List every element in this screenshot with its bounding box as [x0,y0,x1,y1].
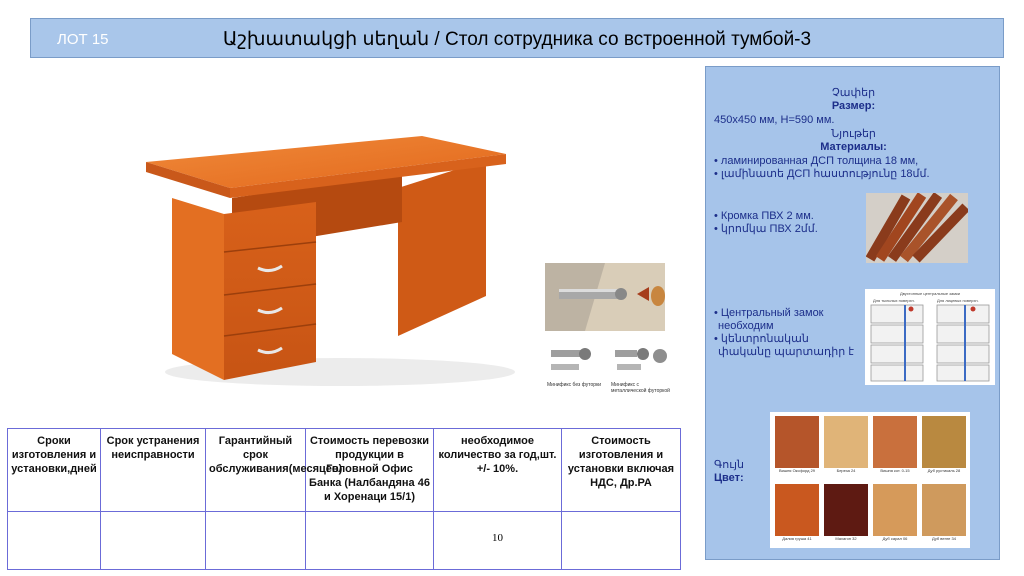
color-swatch-label: Дуб рустикаль 28 [927,468,961,473]
materials-list [714,155,930,181]
title-russian: Стол сотрудника со встроенной тумбой-3 [445,29,812,50]
color-swatch [922,484,966,546]
header-annual-quantity: необходимое количество за год,шт. +/- 10%. [434,429,562,512]
color-swatch-label: Махагон 32 [835,536,857,541]
color-swatch-chip [824,484,868,536]
lock-item-1: • Центральный замок [714,307,824,319]
cell-annual-quantity[interactable]: 10 [434,512,562,570]
header-repair-time: Срок устранения неисправности [101,429,206,512]
size-label-ru: Размер: [831,100,876,112]
lock-item-2: необходим [718,320,774,332]
header-delivery-cost: Стоимость перевозки продукции в Головной Офис Банка (Налбандяна 46 и Хоренаци 15/1) [306,429,434,512]
page-title [31,28,1003,51]
color-swatch [775,416,819,478]
color-swatch-chip [824,416,868,468]
lock-item-4: փականը պարտադիր է [718,346,854,358]
title-armenian: Աշխատակցի սեղան [222,29,430,50]
minifix-parts-photo [545,338,675,396]
table-row [8,512,681,570]
materials-heading [706,128,1001,154]
edge-list [714,210,818,236]
color-label-ru: Цвет: [714,472,744,484]
color-swatch [922,416,966,478]
lot-number: ЛОТ 15 [57,31,109,48]
color-swatch [775,484,819,546]
color-label-am: Գույն [714,459,744,471]
spec-panel [705,66,1000,560]
materials-label-am: Նյութեր [831,128,876,140]
edge-item-2: • կրոմկա ПВХ 2մմ. [714,223,818,235]
table-header-row [8,429,681,512]
color-swatch-grid [770,412,970,548]
color-swatch-label: Вишня кот. 0-15 [880,468,910,473]
header-total-cost: Стоимость изготовления и установки включая НДС, Др.РА [562,429,681,512]
lock-list [714,307,854,359]
header-production-days: Сроки изготовления и установки,дней [8,429,101,512]
edge-item-1: • Кромка ПВХ 2 мм. [714,210,814,222]
spec-table [7,428,681,570]
color-swatch-chip [775,416,819,468]
header-warranty: Гарантийный срок обслуживания(месяцев) [206,429,306,512]
edge-banding-photo [866,193,968,263]
lock-diagram-left-label: Для тыльных поверхн. [873,298,915,303]
color-label [714,459,744,485]
color-swatch-label: Далия груша 41 [782,536,812,541]
color-swatch [873,416,917,478]
materials-item-1: • ламинированная ДСП толщина 18 мм, [714,155,919,167]
color-swatch [873,484,917,546]
color-swatch [824,416,868,478]
lock-diagram-title: Двухтонные центральные замки [900,291,960,296]
fitting-caption-right: Минификс с металлической футоркой [611,382,670,394]
header-banner [30,18,1004,58]
fitting-caption-left: Минификс без футорки [547,382,602,388]
size-heading [706,87,1001,113]
color-swatch [824,484,868,546]
materials-item-2: • լամինատե ДСП հաստությունը 18մմ. [714,168,930,180]
color-swatch-label: Береза 24 [836,468,856,473]
lock-diagram-right-label: Для лицевых поверхн. [937,298,979,303]
color-swatch-chip [922,416,966,468]
color-swatch-chip [873,484,917,536]
minifix-photo [545,263,665,331]
color-swatch-label: Дуб венге 34 [932,536,956,541]
cell-repair-time[interactable] [101,512,206,570]
cell-warranty[interactable] [206,512,306,570]
cell-total-cost[interactable] [562,512,681,570]
color-swatch-chip [775,484,819,536]
color-swatch-label: Вишня Оксфорд 29 [778,468,816,473]
size-label-am: Չափեր [831,87,876,99]
lock-diagram [865,289,995,385]
cell-production-days[interactable] [8,512,101,570]
color-swatch-chip [873,416,917,468]
title-separator: / [429,29,445,50]
color-swatch-chip [922,484,966,536]
cell-delivery-cost[interactable] [306,512,434,570]
materials-label-ru: Материалы: [820,141,887,153]
desk-image [140,110,520,390]
color-swatch-label: Дуб сарал 06 [882,536,908,541]
lock-item-3: • կենտրոնական [714,333,809,345]
size-value: 450x450 мм, H=590 мм. [714,114,835,126]
